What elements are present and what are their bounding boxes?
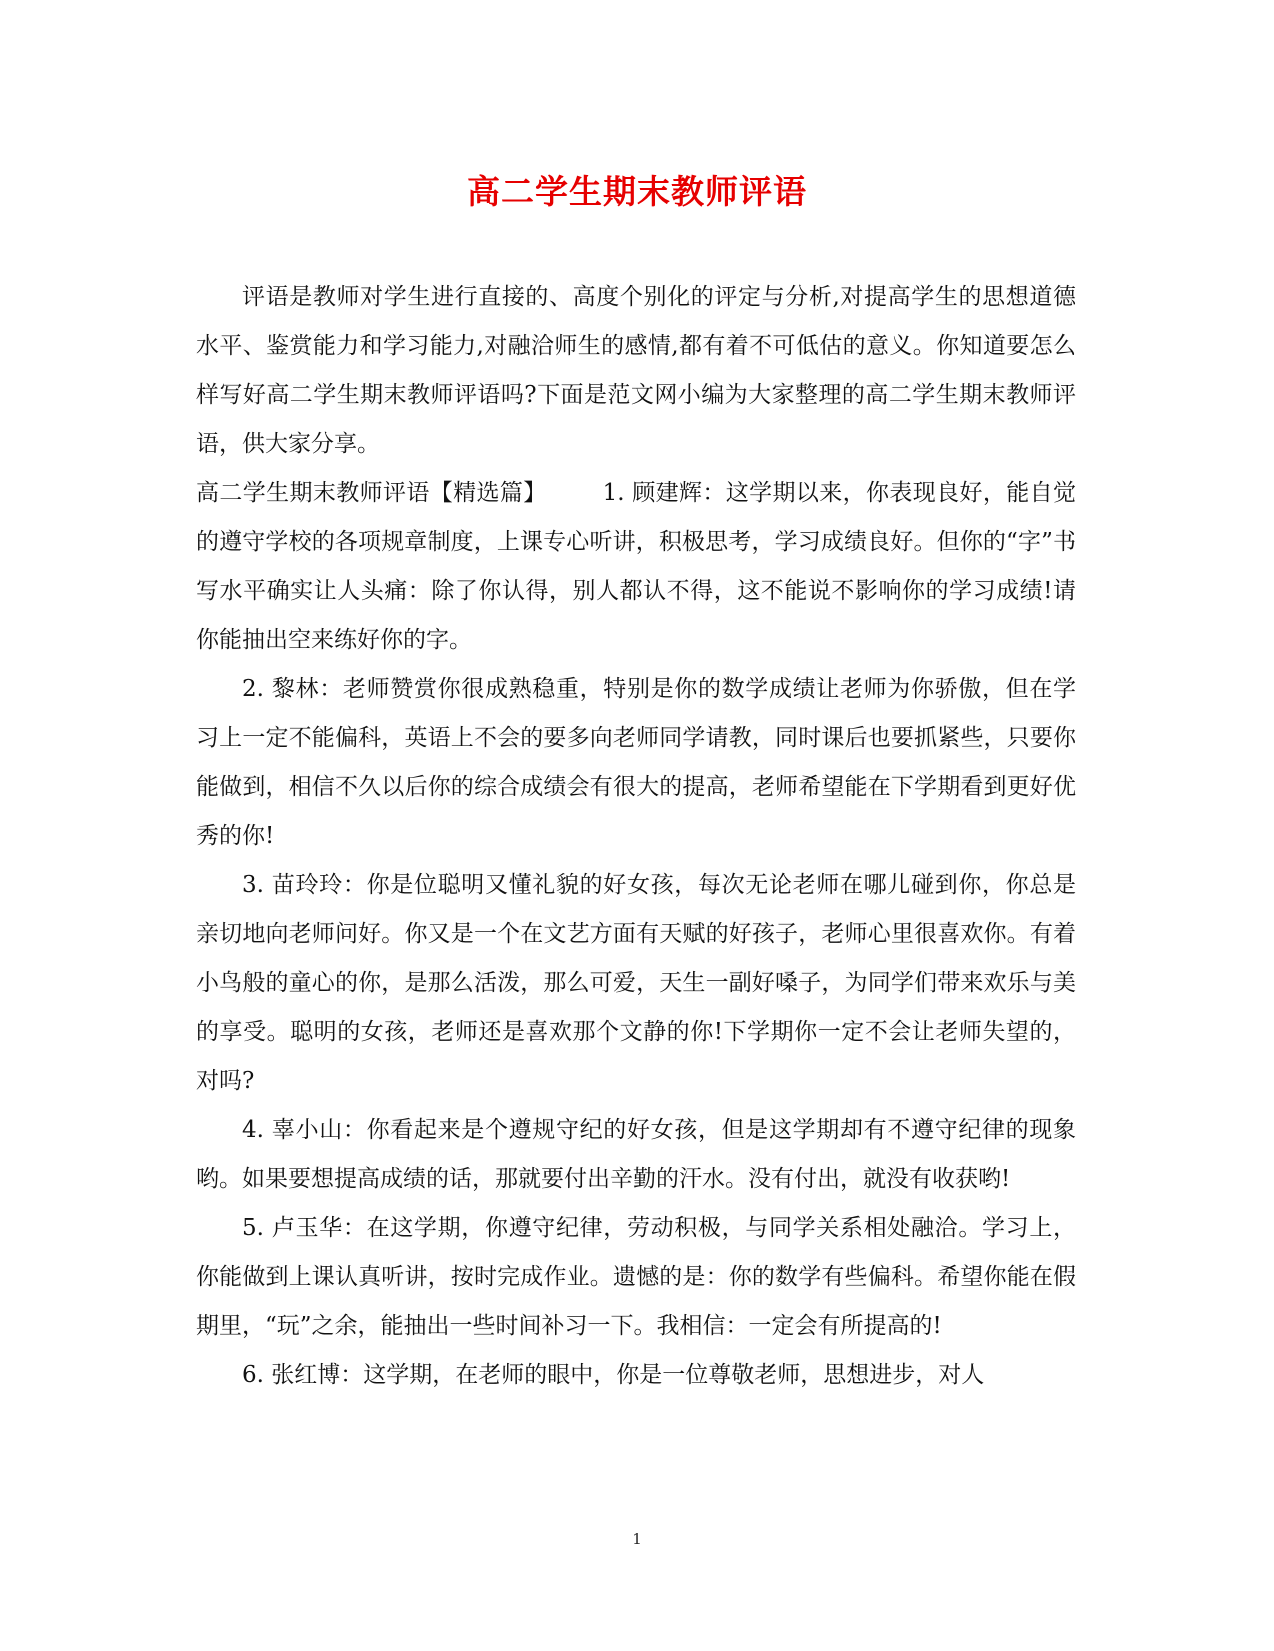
section-heading: 高二学生期末教师评语【精选篇】 xyxy=(196,480,547,506)
section-paragraph xyxy=(196,469,1076,665)
comment-1: 1. 顾建辉：这学期以来，你表现良好，能自觉的遵守学校的各项规章制度，上课专心听讲，积极思考，学习成绩良好。但你的“字”书写水平确实让人头痛：除了你认得，别人都认不得，这不能说不影响你的学习成绩!请你能抽出空来练好你的字。 xyxy=(196,480,1076,653)
document-title: 高二学生期末教师评语 xyxy=(467,172,807,211)
document-body xyxy=(196,273,1076,1400)
intro-paragraph: 评语是教师对学生进行直接的、高度个别化的评定与分析,对提高学生的思想道德水平、鉴赏能力和学习能力,对融洽师生的感情,都有着不可低估的意义。你知道要怎么样写好高二学生期末教师评语吗?下面是范文网小编为大家整理的高二学生期末教师评语，供大家分享。 xyxy=(196,284,1076,457)
page-number: 1 xyxy=(632,1530,642,1548)
comment-2: 2. 黎林：老师赞赏你很成熟稳重，特别是你的数学成绩让老师为你骄傲，但在学习上一定不能偏科，英语上不会的要多向老师同学请教，同时课后也要抓紧些，只要你能做到，相信不久以后你的综合成绩会有很大的提高，老师希望能在下学期看到更好优秀的你! xyxy=(196,676,1076,849)
comment-5: 5. 卢玉华：在这学期，你遵守纪律，劳动积极，与同学关系相处融洽。学习上，你能做到上课认真听讲，按时完成作业。遗憾的是：你的数学有些偏科。希望你能在假期里，“玩”之余，能抽出一些时间补习一下。我相信：一定会有所提高的! xyxy=(196,1215,1076,1339)
comment-4: 4. 辜小山：你看起来是个遵规守纪的好女孩，但是这学期却有不遵守纪律的现象哟。如果要想提高成绩的话，那就要付出辛勤的汗水。没有付出，就没有收获哟! xyxy=(196,1117,1076,1192)
comment-6: 6. 张红博：这学期，在老师的眼中，你是一位尊敬老师，思想进步，对人 xyxy=(242,1362,985,1388)
comment-3: 3. 苗玲玲：你是位聪明又懂礼貌的好女孩，每次无论老师在哪儿碰到你，你总是亲切地向老师问好。你又是一个在文艺方面有天赋的好孩子，老师心里很喜欢你。有着小鸟般的童心的你，是那么活泼，那么可爱，天生一副好嗓子，为同学们带来欢乐与美的享受。聪明的女孩，老师还是喜欢那个文静的你!下学期你一定不会让老师失望的，对吗? xyxy=(196,872,1076,1094)
